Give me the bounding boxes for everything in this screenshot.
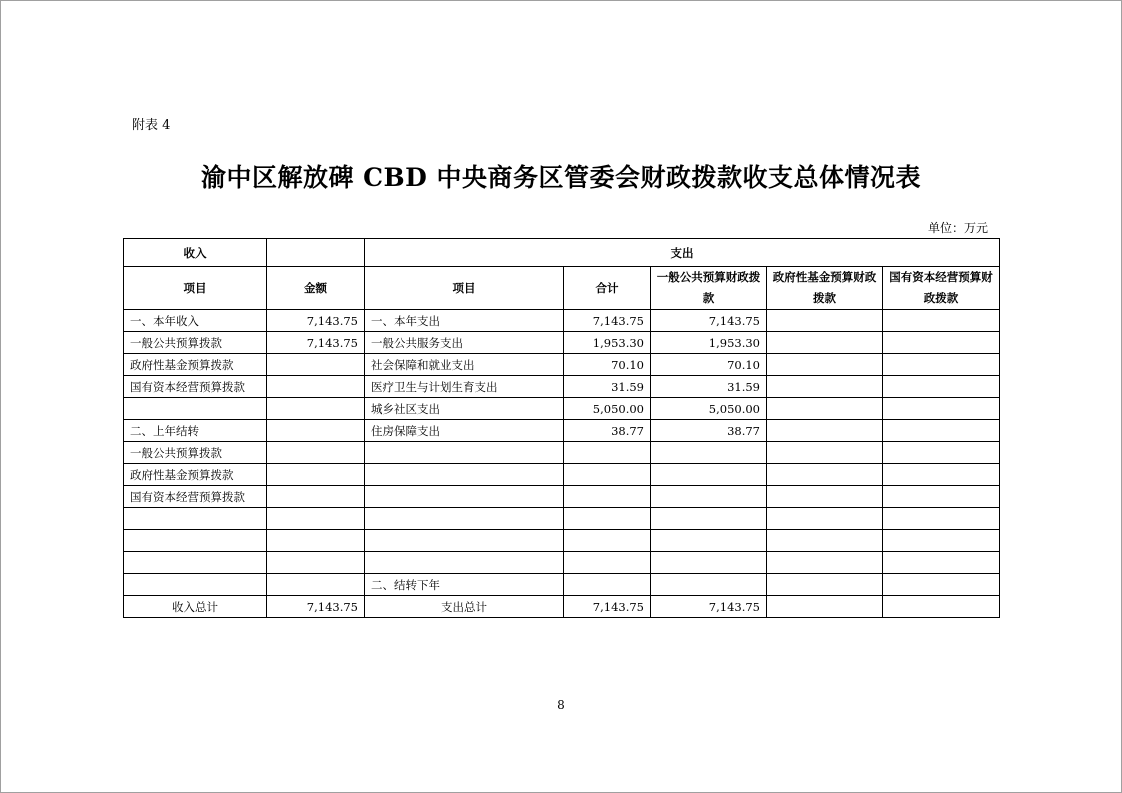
fund-budget-cell [767,552,883,574]
income-item-cell [124,398,267,420]
expense-item-cell [365,464,564,486]
header-row-2 [124,267,1000,310]
general-budget-cell: 38.77 [651,420,767,442]
income-amount-cell [267,552,365,574]
income-amount-cell: 7,143.75 [267,332,365,354]
income-amount-cell [267,442,365,464]
expense-total-cell [564,442,651,464]
income-item-cell [124,552,267,574]
fund-budget-cell [767,530,883,552]
expense-item-cell [365,530,564,552]
table-row [124,574,1000,596]
income-total-label: 收入总计 [124,596,267,618]
table-row [124,398,1000,420]
state-capital-cell [883,354,1000,376]
expense-item-cell [365,508,564,530]
income-item-cell: 国有资本经营预算拨款 [124,376,267,398]
table-row [124,354,1000,376]
state-capital-cell [883,574,1000,596]
income-item-cell [124,530,267,552]
income-item-cell: 政府性基金预算拨款 [124,354,267,376]
fund-budget-cell [767,442,883,464]
income-amount-cell [267,464,365,486]
totals-row [124,596,1000,618]
general-budget-header: 一般公共预算财政拨款 [651,267,767,310]
state-capital-cell [883,530,1000,552]
table-row [124,420,1000,442]
expense-total-label: 支出总计 [365,596,564,618]
table-row [124,310,1000,332]
table-row [124,464,1000,486]
expense-item-cell [365,552,564,574]
table-row [124,332,1000,354]
expense-total-general: 7,143.75 [651,596,767,618]
expense-total: 7,143.75 [564,596,651,618]
fund-budget-cell [767,398,883,420]
general-budget-cell [651,530,767,552]
expense-item-cell [365,486,564,508]
expense-total-cell: 7,143.75 [564,310,651,332]
expense-total-cell [564,486,651,508]
fund-budget-cell [767,354,883,376]
income-amount-cell [267,354,365,376]
page-number: 8 [557,698,565,712]
expense-item-cell: 一般公共服务支出 [365,332,564,354]
expense-total-cell: 70.10 [564,354,651,376]
expense-item-cell: 社会保障和就业支出 [365,354,564,376]
fund-budget-cell [767,486,883,508]
table-row [124,376,1000,398]
expense-total-fund [767,596,883,618]
income-header-blank [267,239,365,267]
total-header: 合计 [564,267,651,310]
state-capital-cell [883,398,1000,420]
expense-item-cell: 一、本年支出 [365,310,564,332]
income-item-cell [124,508,267,530]
income-item-cell: 一般公共预算拨款 [124,332,267,354]
state-capital-cell [883,552,1000,574]
budget-table [123,238,1000,618]
general-budget-cell [651,508,767,530]
expense-total-cell: 38.77 [564,420,651,442]
general-budget-cell: 31.59 [651,376,767,398]
general-budget-cell [651,464,767,486]
income-amount-cell [267,398,365,420]
general-budget-cell [651,574,767,596]
state-capital-cell [883,420,1000,442]
expense-header: 支出 [365,239,1000,267]
income-amount-cell [267,508,365,530]
income-item-cell: 二、上年结转 [124,420,267,442]
fund-budget-cell [767,508,883,530]
income-item-header: 项目 [124,267,267,310]
state-capital-cell [883,464,1000,486]
fund-budget-cell [767,574,883,596]
table-row [124,552,1000,574]
expense-item-cell: 医疗卫生与计划生育支出 [365,376,564,398]
expense-total-cell: 1,953.30 [564,332,651,354]
state-capital-cell [883,332,1000,354]
general-budget-cell: 1,953.30 [651,332,767,354]
fund-budget-cell [767,464,883,486]
expense-total-cell: 5,050.00 [564,398,651,420]
unit-label: 单位：万元 [928,221,989,235]
general-budget-cell: 5,050.00 [651,398,767,420]
income-amount-cell [267,574,365,596]
income-amount-cell: 7,143.75 [267,310,365,332]
table-row [124,530,1000,552]
expense-total-cell [564,530,651,552]
state-capital-cell [883,310,1000,332]
fund-budget-cell [767,332,883,354]
expense-item-cell [365,442,564,464]
income-amount-cell [267,486,365,508]
table-body [124,310,1000,596]
state-capital-header: 国有资本经营预算财政拨款 [883,267,1000,310]
income-item-cell: 政府性基金预算拨款 [124,464,267,486]
expense-item-cell: 城乡社区支出 [365,398,564,420]
general-budget-cell [651,442,767,464]
annex-label: 附表 4 [132,118,171,133]
general-budget-cell: 7,143.75 [651,310,767,332]
expense-total-cell [564,574,651,596]
income-amount-header: 金额 [267,267,365,310]
income-item-cell: 国有资本经营预算拨款 [124,486,267,508]
fund-budget-header: 政府性基金预算财政拨款 [767,267,883,310]
expense-total-cell [564,464,651,486]
table-row [124,508,1000,530]
page-title: 渝中区解放碑 CBD 中央商务区管委会财政拨款收支总体情况表 [200,163,922,192]
expense-total-state [883,596,1000,618]
income-amount-cell [267,376,365,398]
income-item-cell [124,574,267,596]
general-budget-cell [651,486,767,508]
state-capital-cell [883,376,1000,398]
expense-item-cell: 二、结转下年 [365,574,564,596]
header-row-1 [124,239,1000,267]
income-item-cell: 一般公共预算拨款 [124,442,267,464]
income-header: 收入 [124,239,267,267]
table-row [124,442,1000,464]
expense-total-cell [564,508,651,530]
income-item-cell: 一、本年收入 [124,310,267,332]
table-row [124,486,1000,508]
expense-item-header: 项目 [365,267,564,310]
income-total-amount: 7,143.75 [267,596,365,618]
expense-total-cell [564,552,651,574]
income-amount-cell [267,420,365,442]
fund-budget-cell [767,376,883,398]
state-capital-cell [883,508,1000,530]
expense-item-cell: 住房保障支出 [365,420,564,442]
general-budget-cell [651,552,767,574]
fund-budget-cell [767,310,883,332]
expense-total-cell: 31.59 [564,376,651,398]
fund-budget-cell [767,420,883,442]
state-capital-cell [883,486,1000,508]
income-amount-cell [267,530,365,552]
state-capital-cell [883,442,1000,464]
general-budget-cell: 70.10 [651,354,767,376]
